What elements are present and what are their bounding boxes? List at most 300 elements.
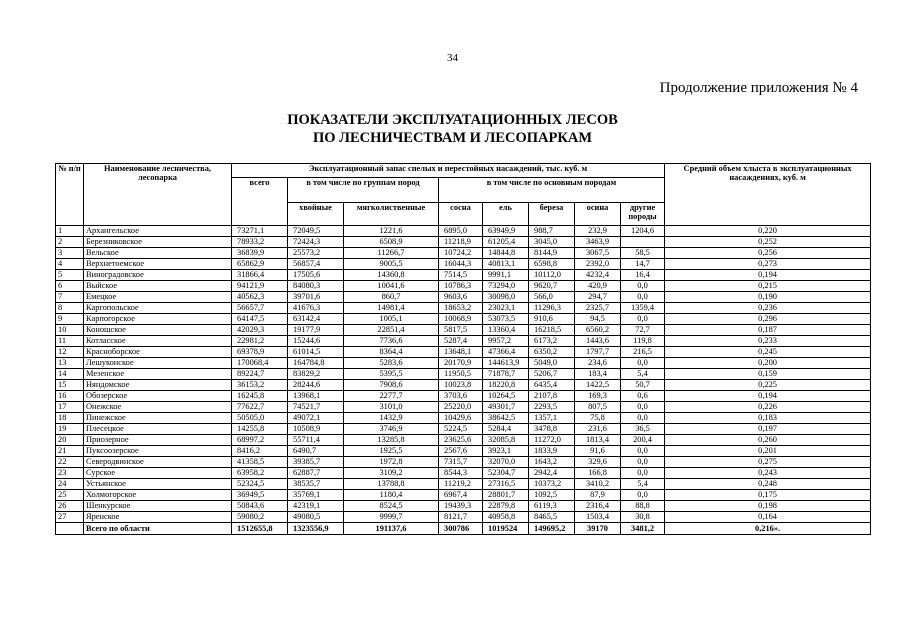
cell-pine: 10429,6 — [439, 413, 483, 424]
cell-softwood: 8364,4 — [344, 347, 439, 358]
cell-name: Плесецкое — [84, 424, 232, 435]
cell-other: 200,4 — [621, 435, 665, 446]
cell-other: 1204,6 — [621, 226, 665, 237]
cell-other: 0,0 — [621, 358, 665, 369]
cell-spruce: 27316,5 — [483, 479, 529, 490]
cell-pine: 10724,2 — [439, 248, 483, 259]
cell-total: 69378,9 — [232, 347, 288, 358]
cell-name: Обозерское — [84, 391, 232, 402]
cell-num: 12 — [56, 347, 84, 358]
cell-birch: 1357,1 — [529, 413, 575, 424]
cell-other: 0,0 — [621, 413, 665, 424]
cell-pine: 10023,8 — [439, 380, 483, 391]
cell-avg-volume: 0,243 — [665, 468, 871, 479]
cell-other: 50,7 — [621, 380, 665, 391]
cell-spruce: 52304,7 — [483, 468, 529, 479]
cell-spruce: 40813,1 — [483, 259, 529, 270]
cell-avg-volume: 0,159 — [665, 369, 871, 380]
cell-avg-volume: 0,175 — [665, 490, 871, 501]
table-row — [56, 391, 871, 402]
cell-num: 14 — [56, 369, 84, 380]
cell-pine: 6895,0 — [439, 226, 483, 237]
cell-softwood: 7908,6 — [344, 380, 439, 391]
cell-avg-volume: 0,236 — [665, 303, 871, 314]
cell-avg-volume: 0,256 — [665, 248, 871, 259]
cell-softwood: 860,7 — [344, 292, 439, 303]
cell-other: 3481,2 — [621, 523, 665, 535]
table-row — [56, 325, 871, 336]
cell-spruce: 32085,8 — [483, 435, 529, 446]
cell-aspen: 169,3 — [575, 391, 621, 402]
cell-spruce: 30098,0 — [483, 292, 529, 303]
cell-avg-volume: 0,275 — [665, 457, 871, 468]
cell-spruce: 18220,8 — [483, 380, 529, 391]
table-body — [56, 226, 871, 523]
cell-num: 27 — [56, 512, 84, 523]
cell-birch: 6435,4 — [529, 380, 575, 391]
cell-name: Шенкурское — [84, 501, 232, 512]
header-num: № п/п — [56, 164, 84, 226]
cell-conifer: 35769,1 — [288, 490, 344, 501]
cell-birch: 6119,3 — [529, 501, 575, 512]
cell-softwood: 2277,7 — [344, 391, 439, 402]
cell-conifer: 72424,3 — [288, 237, 344, 248]
table-row — [56, 435, 871, 446]
cell-birch: 2942,4 — [529, 468, 575, 479]
cell-name: Коношское — [84, 325, 232, 336]
cell-num: 11 — [56, 336, 84, 347]
cell-avg-volume: 0,198 — [665, 501, 871, 512]
cell-birch: 1833,9 — [529, 446, 575, 457]
cell-num: 15 — [56, 380, 84, 391]
cell-softwood: 7736,6 — [344, 336, 439, 347]
cell-other: 36,5 — [621, 424, 665, 435]
header-total: всего — [232, 178, 288, 226]
cell-aspen: 39170 — [575, 523, 621, 535]
cell-softwood: 3101,0 — [344, 402, 439, 413]
cell-aspen: 6560,2 — [575, 325, 621, 336]
cell-spruce: 63949,9 — [483, 226, 529, 237]
cell-conifer: 49072,1 — [288, 413, 344, 424]
cell-total: 14255,8 — [232, 424, 288, 435]
cell-avg-volume: 0,225 — [665, 380, 871, 391]
cell-aspen: 2316,4 — [575, 501, 621, 512]
cell-conifer: 61014,5 — [288, 347, 344, 358]
cell-conifer: 56857,4 — [288, 259, 344, 270]
cell-spruce: 71878,7 — [483, 369, 529, 380]
cell-total: 22981,2 — [232, 336, 288, 347]
cell-birch: 566,0 — [529, 292, 575, 303]
cell-other: 119,8 — [621, 336, 665, 347]
cell-pine: 8544,3 — [439, 468, 483, 479]
cell-avg-volume: 0,226 — [665, 402, 871, 413]
cell-spruce: 61205,4 — [483, 237, 529, 248]
cell-pine: 300786 — [439, 523, 483, 535]
cell-name: Карпогорское — [84, 314, 232, 325]
page-number: 34 — [447, 52, 458, 64]
cell-aspen: 2325,7 — [575, 303, 621, 314]
title-line-1: ПОКАЗАТЕЛИ ЭКСПЛУАТАЦИОННЫХ ЛЕСОВ — [287, 112, 618, 128]
cell-total: 16245,8 — [232, 391, 288, 402]
cell-conifer: 13968,1 — [288, 391, 344, 402]
cell-pine: 19439,3 — [439, 501, 483, 512]
cell-name: Яренское — [84, 512, 232, 523]
cell-birch: 1092,5 — [529, 490, 575, 501]
cell-aspen: 234,6 — [575, 358, 621, 369]
cell-softwood: 1005,1 — [344, 314, 439, 325]
cell-num: 16 — [56, 391, 84, 402]
cell-other: 0,0 — [621, 468, 665, 479]
cell-softwood: 5283,6 — [344, 358, 439, 369]
cell-aspen: 75,8 — [575, 413, 621, 424]
table-row — [56, 358, 871, 369]
cell-total: 73271,1 — [232, 226, 288, 237]
cell-name: Северодвинское — [84, 457, 232, 468]
cell-aspen: 294,7 — [575, 292, 621, 303]
cell-num: 7 — [56, 292, 84, 303]
table-row — [56, 292, 871, 303]
cell-spruce: 10264,5 — [483, 391, 529, 402]
cell-num: 22 — [56, 457, 84, 468]
cell-name: Няндомское — [84, 380, 232, 391]
table-row — [56, 501, 871, 512]
cell-name: Устьянское — [84, 479, 232, 490]
cell-name: Емецкое — [84, 292, 232, 303]
cell-conifer: 42319,1 — [288, 501, 344, 512]
cell-other: 1359,4 — [621, 303, 665, 314]
cell-softwood: 1221,6 — [344, 226, 439, 237]
cell-softwood: 11266,7 — [344, 248, 439, 259]
cell-name: Приозерное — [84, 435, 232, 446]
cell-birch: 10373,2 — [529, 479, 575, 490]
cell-birch: 11296,3 — [529, 303, 575, 314]
cell-num: 3 — [56, 248, 84, 259]
header-aspen: осина — [575, 203, 621, 226]
cell-avg-volume: 0,245 — [665, 347, 871, 358]
cell-other: 0,0 — [621, 490, 665, 501]
cell-spruce: 144613,9 — [483, 358, 529, 369]
cell-avg-volume: 0,200 — [665, 358, 871, 369]
cell-num: 6 — [56, 281, 84, 292]
cell-aspen: 2392,0 — [575, 259, 621, 270]
cell-conifer: 63142,4 — [288, 314, 344, 325]
cell-num: 9 — [56, 314, 84, 325]
cell-num: 10 — [56, 325, 84, 336]
header-name: Наименование лесничества, лесопарка — [84, 164, 232, 226]
cell-total: 36153,2 — [232, 380, 288, 391]
cell-aspen: 166,8 — [575, 468, 621, 479]
cell-total: 63958,2 — [232, 468, 288, 479]
table-row — [56, 347, 871, 358]
cell-num: 5 — [56, 270, 84, 281]
cell-name: Всего по области — [84, 523, 232, 535]
cell-spruce: 14844,8 — [483, 248, 529, 259]
cell-name: Красноборское — [84, 347, 232, 358]
cell-num: 1 — [56, 226, 84, 237]
cell-aspen: 1443,6 — [575, 336, 621, 347]
cell-total: 64147,5 — [232, 314, 288, 325]
cell-name: Каргопольское — [84, 303, 232, 314]
cell-softwood: 1925,5 — [344, 446, 439, 457]
cell-pine: 7514,5 — [439, 270, 483, 281]
cell-softwood: 5395,5 — [344, 369, 439, 380]
cell-aspen: 1813,4 — [575, 435, 621, 446]
cell-spruce: 1019524 — [483, 523, 529, 535]
cell-name: Березниковское — [84, 237, 232, 248]
header-avg-volume: Средний объем хлыста в эксплуатационных насаждениях, куб. м — [665, 164, 871, 226]
cell-total: 36839,9 — [232, 248, 288, 259]
cell-avg-volume: 0,197 — [665, 424, 871, 435]
table-row — [56, 402, 871, 413]
table-row — [56, 424, 871, 435]
cell-conifer: 83829,2 — [288, 369, 344, 380]
cell-birch: 11272,0 — [529, 435, 575, 446]
header-by-species: в том числе по основным породам — [439, 178, 665, 203]
cell-name: Мезенское — [84, 369, 232, 380]
cell-spruce: 22879,8 — [483, 501, 529, 512]
cell-pine: 7315,7 — [439, 457, 483, 468]
cell-aspen: 87,9 — [575, 490, 621, 501]
cell-total: 42029,3 — [232, 325, 288, 336]
cell-pine: 2567,6 — [439, 446, 483, 457]
cell-softwood: 13788,8 — [344, 479, 439, 490]
cell-spruce: 9957,2 — [483, 336, 529, 347]
cell-aspen: 3463,9 — [575, 237, 621, 248]
document-title — [0, 111, 905, 147]
cell-name: Онежское — [84, 402, 232, 413]
cell-total: 94121,9 — [232, 281, 288, 292]
table-row — [56, 281, 871, 292]
cell-num: 13 — [56, 358, 84, 369]
cell-spruce: 13360,4 — [483, 325, 529, 336]
cell-pine: 10786,3 — [439, 281, 483, 292]
cell-total: 65862,9 — [232, 259, 288, 270]
cell-other: 0,6 — [621, 391, 665, 402]
table-row — [56, 512, 871, 523]
cell-avg-volume: 0,233 — [665, 336, 871, 347]
cell-birch: 3045,0 — [529, 237, 575, 248]
appendix-note: Продолжение приложения № 4 — [659, 80, 858, 96]
cell-birch: 1643,2 — [529, 457, 575, 468]
cell-name: Выйское — [84, 281, 232, 292]
cell-conifer: 41676,3 — [288, 303, 344, 314]
cell-birch: 6350,2 — [529, 347, 575, 358]
cell-spruce: 73294,0 — [483, 281, 529, 292]
header-birch: береза — [529, 203, 575, 226]
cell-aspen: 232,9 — [575, 226, 621, 237]
cell-total: 8416,2 — [232, 446, 288, 457]
cell-conifer: 39701,6 — [288, 292, 344, 303]
cell-conifer: 6490,7 — [288, 446, 344, 457]
cell-total: 40562,3 — [232, 292, 288, 303]
cell-pine: 3703,6 — [439, 391, 483, 402]
cell-avg-volume: 0,201 — [665, 446, 871, 457]
cell-aspen: 1422,5 — [575, 380, 621, 391]
cell-name: Виноградовское — [84, 270, 232, 281]
table-footer — [56, 523, 871, 535]
cell-conifer: 49080,5 — [288, 512, 344, 523]
cell-aspen: 91,6 — [575, 446, 621, 457]
cell-avg-volume: 0,260 — [665, 435, 871, 446]
cell-name: Сурское — [84, 468, 232, 479]
cell-avg-volume: 0,220 — [665, 226, 871, 237]
cell-softwood: 8524,5 — [344, 501, 439, 512]
table-row — [56, 259, 871, 270]
cell-softwood: 14981,4 — [344, 303, 439, 314]
cell-spruce: 32070,0 — [483, 457, 529, 468]
cell-num: 26 — [56, 501, 84, 512]
cell-other: 88,8 — [621, 501, 665, 512]
cell-total: 170068,4 — [232, 358, 288, 369]
cell-avg-volume: 0,215 — [665, 281, 871, 292]
cell-pine: 5287,4 — [439, 336, 483, 347]
cell-pine: 18653,2 — [439, 303, 483, 314]
cell-softwood: 191137,6 — [344, 523, 439, 535]
cell-pine: 10068,9 — [439, 314, 483, 325]
cell-total: 1512655,8 — [232, 523, 288, 535]
cell-spruce: 49301,7 — [483, 402, 529, 413]
cell-other: 0,0 — [621, 446, 665, 457]
cell-birch: 988,7 — [529, 226, 575, 237]
cell-birch: 16218,5 — [529, 325, 575, 336]
cell-num: 18 — [56, 413, 84, 424]
cell-total: 68997,2 — [232, 435, 288, 446]
cell-num: 20 — [56, 435, 84, 446]
cell-conifer: 28244,6 — [288, 380, 344, 391]
table-row — [56, 479, 871, 490]
cell-other — [621, 237, 665, 248]
cell-pine: 6967,4 — [439, 490, 483, 501]
cell-birch: 6173,2 — [529, 336, 575, 347]
header-softwood: мягколиственные — [344, 203, 439, 226]
cell-softwood: 1180,4 — [344, 490, 439, 501]
table-row — [56, 468, 871, 479]
cell-birch: 5206,7 — [529, 369, 575, 380]
table-row — [56, 237, 871, 248]
cell-total: 56657,7 — [232, 303, 288, 314]
cell-softwood: 9999,7 — [344, 512, 439, 523]
cell-conifer: 19177,9 — [288, 325, 344, 336]
cell-softwood: 9005,5 — [344, 259, 439, 270]
cell-name: Архангельское — [84, 226, 232, 237]
cell-name: Холмогорское — [84, 490, 232, 501]
cell-total: 89224,7 — [232, 369, 288, 380]
header-conifer: хвойные — [288, 203, 344, 226]
cell-birch: 149695,2 — [529, 523, 575, 535]
cell-birch: 8465,5 — [529, 512, 575, 523]
cell-conifer: 10508,9 — [288, 424, 344, 435]
cell-name: Котласское — [84, 336, 232, 347]
cell-spruce: 38642,5 — [483, 413, 529, 424]
cell-spruce: 40958,8 — [483, 512, 529, 523]
cell-aspen: 3067,5 — [575, 248, 621, 259]
cell-other: 14,7 — [621, 259, 665, 270]
cell-avg-volume: 0,194 — [665, 270, 871, 281]
cell-total: 59080,2 — [232, 512, 288, 523]
cell-softwood: 1972,8 — [344, 457, 439, 468]
cell-pine: 23625,6 — [439, 435, 483, 446]
cell-softwood: 3746,9 — [344, 424, 439, 435]
cell-aspen: 94,5 — [575, 314, 621, 325]
cell-softwood: 1432,9 — [344, 413, 439, 424]
cell-conifer: 15244,6 — [288, 336, 344, 347]
cell-conifer: 62887,7 — [288, 468, 344, 479]
table-row — [56, 314, 871, 325]
cell-avg-volume: 0,183 — [665, 413, 871, 424]
cell-num: 8 — [56, 303, 84, 314]
forest-indicators-table — [55, 163, 871, 535]
cell-avg-volume: 0,216». — [665, 523, 871, 535]
header-by-groups: в том числе по группам пород — [288, 178, 439, 203]
cell-name: Вельское — [84, 248, 232, 259]
cell-pine: 11950,5 — [439, 369, 483, 380]
cell-birch: 6598,8 — [529, 259, 575, 270]
cell-avg-volume: 0,194 — [665, 391, 871, 402]
cell-avg-volume: 0,248 — [665, 479, 871, 490]
cell-name: Лешуконское — [84, 358, 232, 369]
cell-other: 0,0 — [621, 281, 665, 292]
cell-softwood: 13285,8 — [344, 435, 439, 446]
header-pine: сосна — [439, 203, 483, 226]
table-row — [56, 380, 871, 391]
cell-num: 19 — [56, 424, 84, 435]
cell-spruce: 3923,1 — [483, 446, 529, 457]
cell-num: 21 — [56, 446, 84, 457]
header-stock: Эксплуатационный запас спелых и перестойных насаждений, тыс. куб. м — [232, 164, 665, 178]
cell-conifer: 17505,6 — [288, 270, 344, 281]
cell-pine: 20170,9 — [439, 358, 483, 369]
cell-birch: 910,6 — [529, 314, 575, 325]
cell-spruce: 9991,1 — [483, 270, 529, 281]
cell-conifer: 55711,4 — [288, 435, 344, 446]
cell-other: 0,0 — [621, 292, 665, 303]
cell-conifer: 25573,2 — [288, 248, 344, 259]
cell-aspen: 1503,4 — [575, 512, 621, 523]
cell-aspen: 807,5 — [575, 402, 621, 413]
cell-total: 52324,5 — [232, 479, 288, 490]
cell-total: 78933,2 — [232, 237, 288, 248]
cell-avg-volume: 0,187 — [665, 325, 871, 336]
cell-other: 0,0 — [621, 314, 665, 325]
cell-conifer: 39385,7 — [288, 457, 344, 468]
cell-num: 4 — [56, 259, 84, 270]
cell-spruce: 47366,4 — [483, 347, 529, 358]
table-row — [56, 226, 871, 237]
table-row — [56, 457, 871, 468]
header-other: другие породы — [621, 203, 665, 226]
cell-aspen: 183,4 — [575, 369, 621, 380]
table-row — [56, 303, 871, 314]
cell-pine: 9603,6 — [439, 292, 483, 303]
cell-aspen: 4232,4 — [575, 270, 621, 281]
cell-birch: 9620,7 — [529, 281, 575, 292]
cell-birch: 10112,0 — [529, 270, 575, 281]
cell-avg-volume: 0,190 — [665, 292, 871, 303]
cell-other: 5,4 — [621, 479, 665, 490]
cell-conifer: 1323556,9 — [288, 523, 344, 535]
cell-num: 25 — [56, 490, 84, 501]
cell-aspen: 420,9 — [575, 281, 621, 292]
cell-other: 216,5 — [621, 347, 665, 358]
cell-pine: 25220,0 — [439, 402, 483, 413]
cell-aspen: 231,6 — [575, 424, 621, 435]
table-row — [56, 446, 871, 457]
cell-avg-volume: 0,164 — [665, 512, 871, 523]
cell-avg-volume: 0,296 — [665, 314, 871, 325]
cell-softwood: 14360,8 — [344, 270, 439, 281]
cell-num — [56, 523, 84, 535]
cell-conifer: 38535,7 — [288, 479, 344, 490]
